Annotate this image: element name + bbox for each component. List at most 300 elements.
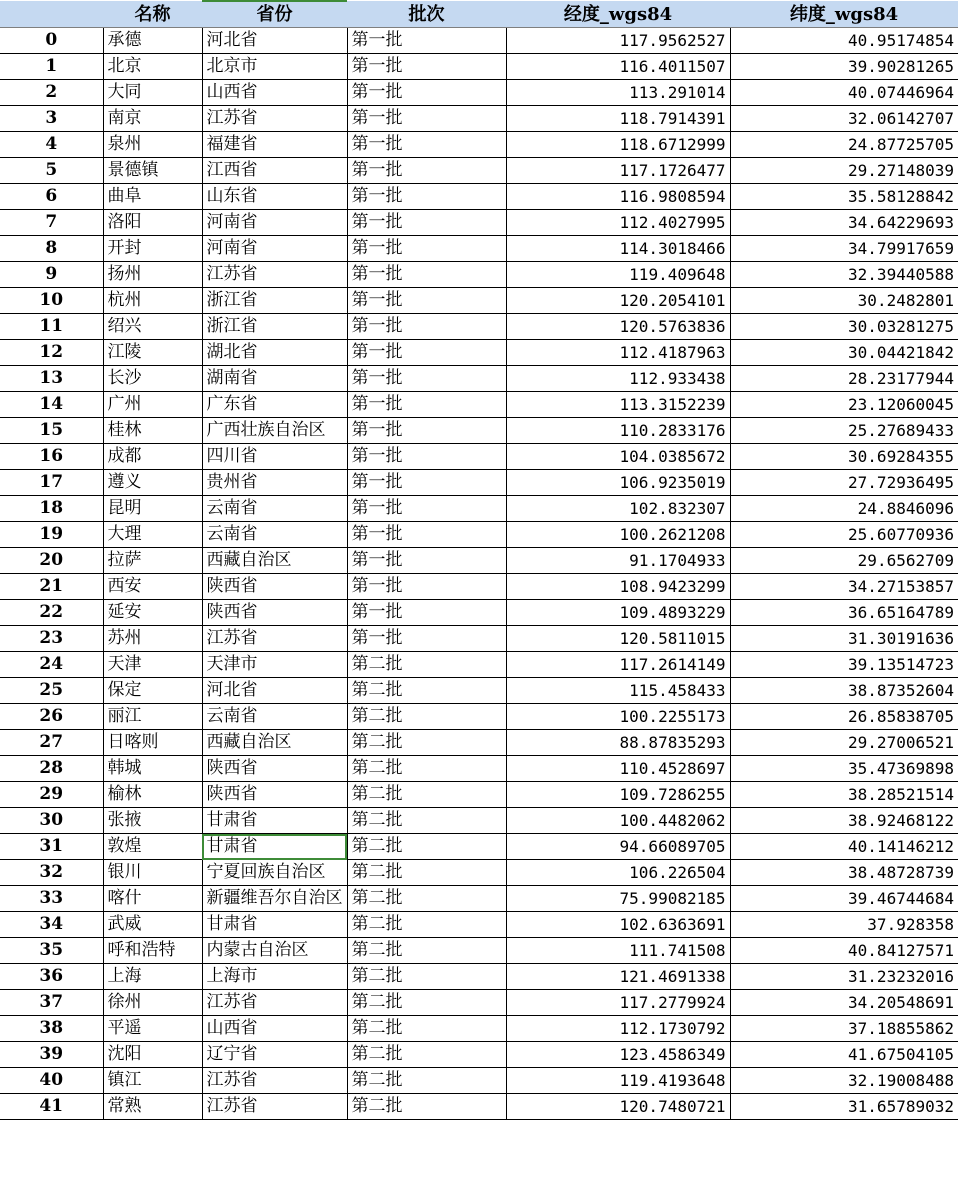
latitude-cell[interactable]: 30.2482801 (730, 288, 958, 314)
row-index-cell[interactable]: 25 (0, 678, 103, 704)
longitude-cell[interactable]: 110.2833176 (506, 418, 730, 444)
longitude-cell[interactable]: 102.832307 (506, 496, 730, 522)
province-cell[interactable]: 辽宁省 (202, 1042, 347, 1068)
table-row (0, 964, 958, 990)
province-cell[interactable]: 内蒙古自治区 (202, 938, 347, 964)
table-row (0, 314, 958, 340)
batch-cell[interactable]: 第一批 (347, 54, 506, 80)
row-index-cell[interactable]: 9 (0, 262, 103, 288)
batch-cell[interactable]: 第一批 (347, 314, 506, 340)
table-row (0, 912, 958, 938)
batch-cell[interactable]: 第一批 (347, 444, 506, 470)
name-cell[interactable]: 洛阳 (103, 210, 202, 236)
longitude-cell[interactable]: 104.0385672 (506, 444, 730, 470)
longitude-cell[interactable]: 118.6712999 (506, 132, 730, 158)
batch-cell[interactable]: 第一批 (347, 366, 506, 392)
province-cell[interactable]: 云南省 (202, 522, 347, 548)
province-cell[interactable]: 江苏省 (202, 262, 347, 288)
batch-cell[interactable]: 第一批 (347, 184, 506, 210)
longitude-cell[interactable]: 100.2621208 (506, 522, 730, 548)
province-cell[interactable]: 云南省 (202, 704, 347, 730)
latitude-cell[interactable]: 34.20548691 (730, 990, 958, 1016)
latitude-cell[interactable]: 35.47369898 (730, 756, 958, 782)
name-cell[interactable]: 长沙 (103, 366, 202, 392)
longitude-cell[interactable]: 102.6363691 (506, 912, 730, 938)
row-index-cell[interactable]: 14 (0, 392, 103, 418)
row-index-cell[interactable]: 31 (0, 834, 103, 860)
name-cell[interactable]: 绍兴 (103, 314, 202, 340)
row-index-cell[interactable]: 3 (0, 106, 103, 132)
row-index-cell[interactable]: 2 (0, 80, 103, 106)
batch-cell[interactable]: 第二批 (347, 678, 506, 704)
latitude-cell[interactable]: 34.79917659 (730, 236, 958, 262)
longitude-cell[interactable]: 109.7286255 (506, 782, 730, 808)
province-cell[interactable]: 江苏省 (202, 106, 347, 132)
row-index-cell[interactable]: 10 (0, 288, 103, 314)
batch-cell[interactable]: 第一批 (347, 236, 506, 262)
latitude-cell[interactable]: 30.04421842 (730, 340, 958, 366)
latitude-cell[interactable]: 34.27153857 (730, 574, 958, 600)
name-cell[interactable]: 昆明 (103, 496, 202, 522)
batch-cell[interactable]: 第一批 (347, 470, 506, 496)
batch-cell[interactable]: 第二批 (347, 1094, 506, 1120)
table-row (0, 938, 958, 964)
name-cell[interactable]: 大理 (103, 522, 202, 548)
row-index-cell[interactable]: 34 (0, 912, 103, 938)
batch-cell[interactable]: 第二批 (347, 1068, 506, 1094)
column-header-index[interactable] (0, 1, 103, 28)
table-row (0, 990, 958, 1016)
latitude-cell[interactable]: 31.23232016 (730, 964, 958, 990)
batch-cell[interactable]: 第一批 (347, 28, 506, 54)
longitude-cell[interactable]: 91.1704933 (506, 548, 730, 574)
row-index-cell[interactable]: 6 (0, 184, 103, 210)
batch-cell[interactable]: 第一批 (347, 288, 506, 314)
latitude-cell[interactable]: 32.39440588 (730, 262, 958, 288)
table-row (0, 184, 958, 210)
row-index-cell[interactable]: 21 (0, 574, 103, 600)
table-row (0, 834, 958, 860)
longitude-cell[interactable]: 120.5763836 (506, 314, 730, 340)
batch-cell[interactable]: 第一批 (347, 418, 506, 444)
province-cell[interactable]: 山东省 (202, 184, 347, 210)
latitude-cell[interactable]: 37.928358 (730, 912, 958, 938)
name-cell[interactable]: 承德 (103, 28, 202, 54)
batch-cell[interactable]: 第二批 (347, 1016, 506, 1042)
row-index-cell[interactable]: 8 (0, 236, 103, 262)
name-cell[interactable]: 南京 (103, 106, 202, 132)
longitude-cell[interactable]: 119.4193648 (506, 1068, 730, 1094)
name-cell[interactable]: 桂林 (103, 418, 202, 444)
latitude-cell[interactable]: 38.87352604 (730, 678, 958, 704)
latitude-cell[interactable]: 30.03281275 (730, 314, 958, 340)
row-index-cell[interactable]: 37 (0, 990, 103, 1016)
row-index-cell[interactable]: 0 (0, 28, 103, 54)
row-index-cell[interactable]: 16 (0, 444, 103, 470)
batch-cell[interactable]: 第一批 (347, 210, 506, 236)
province-cell[interactable]: 贵州省 (202, 470, 347, 496)
name-cell[interactable]: 泉州 (103, 132, 202, 158)
name-cell[interactable]: 银川 (103, 860, 202, 886)
table-row (0, 366, 958, 392)
longitude-cell[interactable]: 117.2614149 (506, 652, 730, 678)
name-cell[interactable]: 平遥 (103, 1016, 202, 1042)
name-cell[interactable]: 西安 (103, 574, 202, 600)
longitude-cell[interactable]: 118.7914391 (506, 106, 730, 132)
longitude-cell[interactable]: 121.4691338 (506, 964, 730, 990)
batch-cell[interactable]: 第二批 (347, 912, 506, 938)
table-row (0, 782, 958, 808)
longitude-cell[interactable]: 94.66089705 (506, 834, 730, 860)
latitude-cell[interactable]: 40.95174854 (730, 28, 958, 54)
province-cell[interactable]: 西藏自治区 (202, 730, 347, 756)
longitude-cell[interactable]: 112.4187963 (506, 340, 730, 366)
batch-cell[interactable]: 第二批 (347, 730, 506, 756)
name-cell[interactable]: 呼和浩特 (103, 938, 202, 964)
name-cell[interactable]: 天津 (103, 652, 202, 678)
name-cell[interactable]: 景德镇 (103, 158, 202, 184)
latitude-cell[interactable]: 28.23177944 (730, 366, 958, 392)
row-index-cell[interactable]: 23 (0, 626, 103, 652)
province-cell[interactable]: 四川省 (202, 444, 347, 470)
row-index-cell[interactable]: 5 (0, 158, 103, 184)
longitude-cell[interactable]: 116.4011507 (506, 54, 730, 80)
longitude-cell[interactable]: 88.87835293 (506, 730, 730, 756)
name-cell[interactable]: 榆林 (103, 782, 202, 808)
column-header-batch[interactable]: 批次 (347, 1, 506, 28)
province-cell[interactable]: 河北省 (202, 678, 347, 704)
name-cell[interactable]: 扬州 (103, 262, 202, 288)
name-cell[interactable]: 广州 (103, 392, 202, 418)
column-header-province[interactable]: 省份 (202, 1, 347, 28)
name-cell[interactable]: 上海 (103, 964, 202, 990)
row-index-cell[interactable]: 12 (0, 340, 103, 366)
row-index-cell[interactable]: 7 (0, 210, 103, 236)
batch-cell[interactable]: 第一批 (347, 496, 506, 522)
row-index-cell[interactable]: 1 (0, 54, 103, 80)
row-index-cell[interactable]: 22 (0, 600, 103, 626)
province-cell[interactable]: 山西省 (202, 1016, 347, 1042)
name-cell[interactable]: 敦煌 (103, 834, 202, 860)
table-row (0, 80, 958, 106)
name-cell[interactable]: 延安 (103, 600, 202, 626)
latitude-cell[interactable]: 25.60770936 (730, 522, 958, 548)
longitude-cell[interactable]: 117.1726477 (506, 158, 730, 184)
longitude-cell[interactable]: 111.741508 (506, 938, 730, 964)
province-cell[interactable]: 北京市 (202, 54, 347, 80)
table-row (0, 652, 958, 678)
province-cell[interactable]: 江苏省 (202, 1094, 347, 1120)
batch-cell[interactable]: 第二批 (347, 964, 506, 990)
batch-cell[interactable]: 第一批 (347, 132, 506, 158)
batch-cell[interactable]: 第二批 (347, 704, 506, 730)
name-cell[interactable]: 张掖 (103, 808, 202, 834)
longitude-cell[interactable]: 115.458433 (506, 678, 730, 704)
longitude-cell[interactable]: 123.4586349 (506, 1042, 730, 1068)
province-cell[interactable]: 陕西省 (202, 600, 347, 626)
batch-cell[interactable]: 第一批 (347, 522, 506, 548)
province-cell[interactable]: 陕西省 (202, 756, 347, 782)
row-index-cell[interactable]: 20 (0, 548, 103, 574)
row-index-cell[interactable]: 4 (0, 132, 103, 158)
longitude-cell[interactable]: 113.3152239 (506, 392, 730, 418)
table-row (0, 860, 958, 886)
province-cell[interactable]: 江苏省 (202, 626, 347, 652)
table-row (0, 236, 958, 262)
table-row (0, 626, 958, 652)
batch-cell[interactable]: 第一批 (347, 600, 506, 626)
row-index-cell[interactable]: 32 (0, 860, 103, 886)
name-cell[interactable]: 杭州 (103, 288, 202, 314)
row-index-cell[interactable]: 41 (0, 1094, 103, 1120)
name-cell[interactable]: 日喀则 (103, 730, 202, 756)
name-cell[interactable]: 大同 (103, 80, 202, 106)
row-index-cell[interactable]: 36 (0, 964, 103, 990)
row-index-cell[interactable]: 18 (0, 496, 103, 522)
latitude-cell[interactable]: 24.8846096 (730, 496, 958, 522)
batch-cell[interactable]: 第二批 (347, 860, 506, 886)
row-index-cell[interactable]: 33 (0, 886, 103, 912)
latitude-cell[interactable]: 34.64229693 (730, 210, 958, 236)
province-cell[interactable]: 江苏省 (202, 990, 347, 1016)
table-row (0, 496, 958, 522)
table-row (0, 106, 958, 132)
name-cell[interactable]: 保定 (103, 678, 202, 704)
batch-cell[interactable]: 第一批 (347, 106, 506, 132)
province-cell[interactable]: 广东省 (202, 392, 347, 418)
longitude-cell[interactable]: 120.2054101 (506, 288, 730, 314)
name-cell[interactable]: 苏州 (103, 626, 202, 652)
name-cell[interactable]: 韩城 (103, 756, 202, 782)
batch-cell[interactable]: 第二批 (347, 652, 506, 678)
name-cell[interactable]: 遵义 (103, 470, 202, 496)
table-row (0, 548, 958, 574)
batch-cell[interactable]: 第一批 (347, 158, 506, 184)
table-row (0, 756, 958, 782)
batch-cell[interactable]: 第一批 (347, 340, 506, 366)
table-row (0, 54, 958, 80)
row-index-cell[interactable]: 11 (0, 314, 103, 340)
name-cell[interactable]: 开封 (103, 236, 202, 262)
longitude-cell[interactable]: 106.9235019 (506, 470, 730, 496)
batch-cell[interactable]: 第一批 (347, 574, 506, 600)
table-row (0, 1068, 958, 1094)
latitude-cell[interactable]: 39.46744684 (730, 886, 958, 912)
province-cell[interactable]: 广西壮族自治区 (202, 418, 347, 444)
latitude-cell[interactable]: 31.65789032 (730, 1094, 958, 1120)
batch-cell[interactable]: 第二批 (347, 1042, 506, 1068)
latitude-cell[interactable]: 38.48728739 (730, 860, 958, 886)
row-index-cell[interactable]: 26 (0, 704, 103, 730)
name-cell[interactable]: 武威 (103, 912, 202, 938)
table-row (0, 262, 958, 288)
table-row (0, 288, 958, 314)
latitude-cell[interactable]: 39.90281265 (730, 54, 958, 80)
latitude-cell[interactable]: 38.28521514 (730, 782, 958, 808)
table-row (0, 132, 958, 158)
province-cell[interactable]: 宁夏回族自治区 (202, 860, 347, 886)
longitude-cell[interactable]: 119.409648 (506, 262, 730, 288)
province-cell[interactable]: 天津市 (202, 652, 347, 678)
table-row (0, 808, 958, 834)
province-cell[interactable]: 江苏省 (202, 1068, 347, 1094)
batch-cell[interactable]: 第二批 (347, 834, 506, 860)
latitude-cell[interactable]: 35.58128842 (730, 184, 958, 210)
batch-cell[interactable]: 第二批 (347, 886, 506, 912)
longitude-cell[interactable]: 116.9808594 (506, 184, 730, 210)
table-row (0, 158, 958, 184)
latitude-cell[interactable]: 31.30191636 (730, 626, 958, 652)
table-row (0, 730, 958, 756)
column-header-latitude[interactable]: 纬度_wgs84 (730, 1, 958, 28)
province-cell[interactable]: 新疆维吾尔自治区 (202, 886, 347, 912)
longitude-cell[interactable]: 117.9562527 (506, 28, 730, 54)
row-index-cell[interactable]: 39 (0, 1042, 103, 1068)
latitude-cell[interactable]: 38.92468122 (730, 808, 958, 834)
name-cell[interactable]: 徐州 (103, 990, 202, 1016)
row-index-cell[interactable]: 35 (0, 938, 103, 964)
name-cell[interactable]: 常熟 (103, 1094, 202, 1120)
longitude-cell[interactable]: 75.99082185 (506, 886, 730, 912)
longitude-cell[interactable]: 112.1730792 (506, 1016, 730, 1042)
latitude-cell[interactable]: 30.69284355 (730, 444, 958, 470)
table-row (0, 470, 958, 496)
longitude-cell[interactable]: 112.933438 (506, 366, 730, 392)
name-cell[interactable]: 喀什 (103, 886, 202, 912)
province-cell[interactable]: 河北省 (202, 28, 347, 54)
name-cell[interactable]: 江陵 (103, 340, 202, 366)
longitude-cell[interactable]: 120.7480721 (506, 1094, 730, 1120)
longitude-cell[interactable]: 112.4027995 (506, 210, 730, 236)
latitude-cell[interactable]: 36.65164789 (730, 600, 958, 626)
province-cell[interactable]: 浙江省 (202, 288, 347, 314)
batch-cell[interactable]: 第二批 (347, 808, 506, 834)
province-cell[interactable]: 福建省 (202, 132, 347, 158)
batch-cell[interactable]: 第一批 (347, 392, 506, 418)
row-index-cell[interactable]: 38 (0, 1016, 103, 1042)
province-cell[interactable]: 陕西省 (202, 574, 347, 600)
table-row (0, 210, 958, 236)
longitude-cell[interactable]: 120.5811015 (506, 626, 730, 652)
latitude-cell[interactable]: 29.27006521 (730, 730, 958, 756)
batch-cell[interactable]: 第一批 (347, 548, 506, 574)
table-row (0, 522, 958, 548)
longitude-cell[interactable]: 100.4482062 (506, 808, 730, 834)
latitude-cell[interactable]: 26.85838705 (730, 704, 958, 730)
header-row (0, 1, 958, 28)
table-row (0, 1042, 958, 1068)
province-cell[interactable]: 山西省 (202, 80, 347, 106)
table-body (0, 28, 958, 1120)
province-cell[interactable]: 上海市 (202, 964, 347, 990)
latitude-cell[interactable]: 40.14146212 (730, 834, 958, 860)
row-index-cell[interactable]: 28 (0, 756, 103, 782)
province-cell[interactable]: 浙江省 (202, 314, 347, 340)
province-cell[interactable]: 河南省 (202, 236, 347, 262)
batch-cell[interactable]: 第一批 (347, 262, 506, 288)
longitude-cell[interactable]: 109.4893229 (506, 600, 730, 626)
province-cell[interactable]: 云南省 (202, 496, 347, 522)
latitude-cell[interactable]: 23.12060045 (730, 392, 958, 418)
table-row (0, 678, 958, 704)
table-row (0, 1094, 958, 1120)
longitude-cell[interactable]: 117.2779924 (506, 990, 730, 1016)
row-index-cell[interactable]: 40 (0, 1068, 103, 1094)
latitude-cell[interactable]: 29.27148039 (730, 158, 958, 184)
latitude-cell[interactable]: 25.27689433 (730, 418, 958, 444)
column-header-longitude[interactable]: 经度_wgs84 (506, 1, 730, 28)
name-cell[interactable]: 成都 (103, 444, 202, 470)
batch-cell[interactable]: 第二批 (347, 938, 506, 964)
province-cell[interactable]: 陕西省 (202, 782, 347, 808)
province-cell[interactable]: 湖北省 (202, 340, 347, 366)
row-index-cell[interactable]: 15 (0, 418, 103, 444)
latitude-cell[interactable]: 29.6562709 (730, 548, 958, 574)
row-index-cell[interactable]: 24 (0, 652, 103, 678)
row-index-cell[interactable]: 29 (0, 782, 103, 808)
latitude-cell[interactable]: 32.06142707 (730, 106, 958, 132)
table-row (0, 444, 958, 470)
name-cell[interactable]: 拉萨 (103, 548, 202, 574)
batch-cell[interactable]: 第二批 (347, 990, 506, 1016)
province-cell[interactable]: 江西省 (202, 158, 347, 184)
longitude-cell[interactable]: 114.3018466 (506, 236, 730, 262)
row-index-cell[interactable]: 27 (0, 730, 103, 756)
longitude-cell[interactable]: 110.4528697 (506, 756, 730, 782)
province-cell[interactable]: 甘肃省 (202, 834, 347, 860)
latitude-cell[interactable]: 32.19008488 (730, 1068, 958, 1094)
province-cell[interactable]: 湖南省 (202, 366, 347, 392)
latitude-cell[interactable]: 41.67504105 (730, 1042, 958, 1068)
table-row (0, 392, 958, 418)
row-index-cell[interactable]: 17 (0, 470, 103, 496)
province-cell[interactable]: 甘肃省 (202, 808, 347, 834)
table-row (0, 704, 958, 730)
longitude-cell[interactable]: 113.291014 (506, 80, 730, 106)
batch-cell[interactable]: 第二批 (347, 782, 506, 808)
name-cell[interactable]: 镇江 (103, 1068, 202, 1094)
name-cell[interactable]: 曲阜 (103, 184, 202, 210)
table-row (0, 574, 958, 600)
column-header-name[interactable]: 名称 (103, 1, 202, 28)
name-cell[interactable]: 沈阳 (103, 1042, 202, 1068)
name-cell[interactable]: 丽江 (103, 704, 202, 730)
row-index-cell[interactable]: 30 (0, 808, 103, 834)
latitude-cell[interactable]: 37.18855862 (730, 1016, 958, 1042)
longitude-cell[interactable]: 100.2255173 (506, 704, 730, 730)
batch-cell[interactable]: 第一批 (347, 626, 506, 652)
latitude-cell[interactable]: 40.84127571 (730, 938, 958, 964)
table-row (0, 340, 958, 366)
table-row (0, 28, 958, 54)
latitude-cell[interactable]: 40.07446964 (730, 80, 958, 106)
province-cell[interactable]: 河南省 (202, 210, 347, 236)
name-cell[interactable]: 北京 (103, 54, 202, 80)
province-cell[interactable]: 西藏自治区 (202, 548, 347, 574)
province-cell[interactable]: 甘肃省 (202, 912, 347, 938)
longitude-cell[interactable]: 106.226504 (506, 860, 730, 886)
latitude-cell[interactable]: 39.13514723 (730, 652, 958, 678)
table-row (0, 886, 958, 912)
table-row (0, 1016, 958, 1042)
row-index-cell[interactable]: 13 (0, 366, 103, 392)
batch-cell[interactable]: 第一批 (347, 80, 506, 106)
latitude-cell[interactable]: 27.72936495 (730, 470, 958, 496)
row-index-cell[interactable]: 19 (0, 522, 103, 548)
batch-cell[interactable]: 第二批 (347, 756, 506, 782)
latitude-cell[interactable]: 24.87725705 (730, 132, 958, 158)
longitude-cell[interactable]: 108.9423299 (506, 574, 730, 600)
